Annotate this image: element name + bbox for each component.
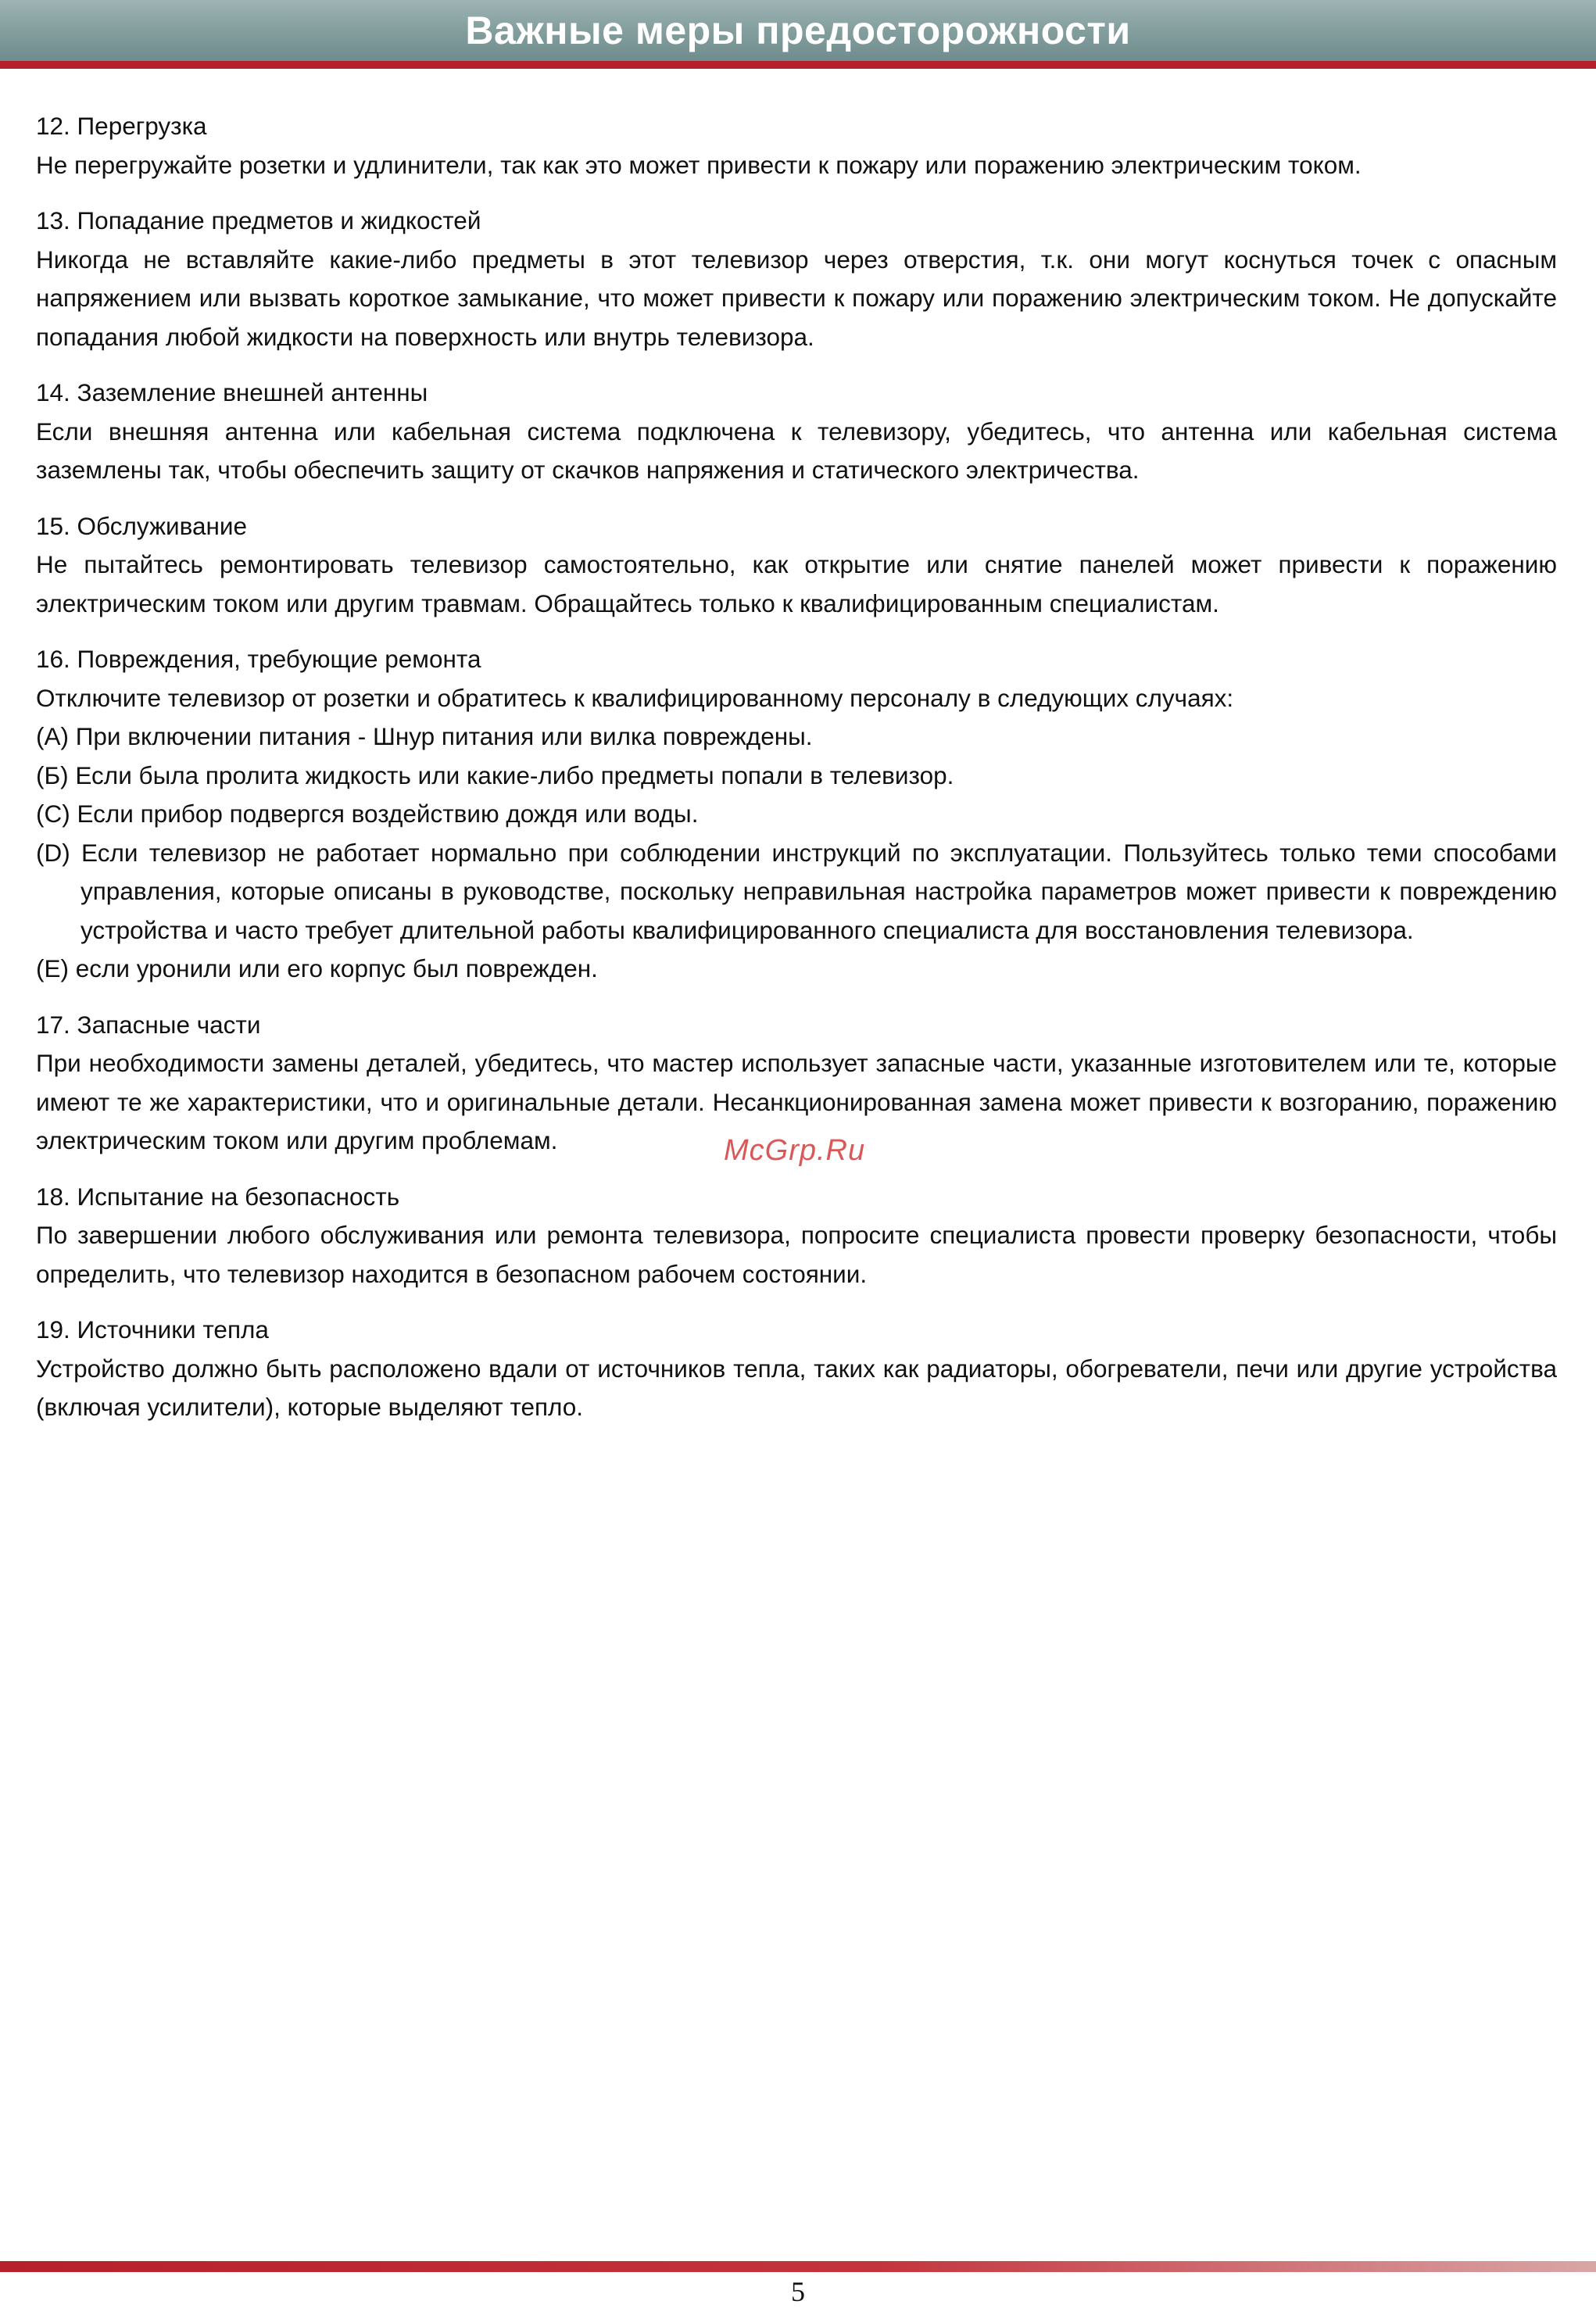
section-title: 14. Заземление внешней антенны [36, 378, 428, 406]
section-intro: Отключите телевизор от розетки и обратитесь к квалифицированному персоналу в следующих случаях: [36, 683, 1234, 712]
section-16-damage-requiring-repair [36, 640, 1557, 989]
list-item: (А) При включении питания - Шнур питания или вилка повреждены. [36, 722, 813, 750]
list-item: (С) Если прибор подвергся воздействию дождя или воды. [36, 800, 699, 828]
page-title: Важные меры предосторожности [465, 9, 1131, 52]
page-number: 5 [791, 2276, 805, 2307]
section-text: Не перегружайте розетки и удлинители, так как это может привести к пожару или поражению электрическим током. [36, 150, 1362, 179]
section-13-objects-liquids [36, 202, 1557, 356]
document-body [36, 107, 1557, 1444]
section-14-antenna-grounding [36, 374, 1557, 490]
section-text: Не пытайтесь ремонтировать телевизор самостоятельно, как открытие или снятие панелей может привести к поражению электрическим током или другим травмам. Обращайтесь только к квалифицированным специалистам. [36, 550, 1557, 617]
footer-band [0, 2261, 1596, 2272]
section-12-overload [36, 107, 1557, 184]
section-19-heat-sources [36, 1311, 1557, 1427]
section-title: 13. Попадание предметов и жидкостей [36, 206, 481, 234]
watermark: McGrp.Ru [724, 1134, 866, 1167]
section-text: По завершении любого обслуживания или ремонта телевизора, попросите специалиста провести проверку безопасности, чтобы определить, что телевизор находится в безопасном рабочем состоянии. [36, 1221, 1557, 1288]
section-title: 17. Запасные части [36, 1010, 261, 1039]
list-item: (E) если уронили или его корпус был поврежден. [36, 954, 598, 982]
section-18-safety-check [36, 1178, 1557, 1294]
section-text: Устройство должно быть расположено вдали от источников тепла, таких как радиаторы, обогреватели, печи или другие устройства (включая усилители), которые выделяют тепло. [36, 1354, 1557, 1421]
section-title: 16. Повреждения, требующие ремонта [36, 645, 481, 673]
section-title: 15. Обслуживание [36, 511, 248, 540]
section-title: 12. Перегрузка [36, 112, 207, 140]
section-text: Никогда не вставляйте какие-либо предметы в этот телевизор через отверстия, т.к. они могут коснуться точек с опасным напряжением или вызвать короткое замыкание, что может привести к пожару или поражению электрическим током. Не допускайте попадания любой жидкости на поверхность или внутрь телевизора. [36, 245, 1557, 351]
list-item: (Б) Если была пролита жидкость или какие-либо предметы попали в телевизор. [36, 760, 954, 789]
section-text: При необходимости замены деталей, убедитесь, что мастер использует запасные части, указанные изготовителем или те, которые имеют те же характеристики, что и оригинальные детали. Несанкционированная замена может привести к возгоранию, поражению электрическим током или другим проблемам. [36, 1049, 1557, 1154]
section-title: 19. Источники тепла [36, 1315, 269, 1344]
list-item: (D) Если телевизор не работает нормально при соблюдении инструкций по эксплуатации. Пользуйтесь только теми способами управления, которые описаны в руководстве, поскольку неправильная настройка параметров может привести к повреждению устройства и часто требует длительной работы квалифицированного специалиста для восстановления телевизора. [36, 838, 1557, 944]
section-15-servicing [36, 507, 1557, 624]
section-text: Если внешняя антенна или кабельная система подключена к телевизору, убедитесь, что антенна или кабельная система заземлены так, чтобы обеспечить защиту от скачков напряжения и статического электричества. [36, 417, 1557, 484]
section-title: 18. Испытание на безопасность [36, 1182, 400, 1211]
